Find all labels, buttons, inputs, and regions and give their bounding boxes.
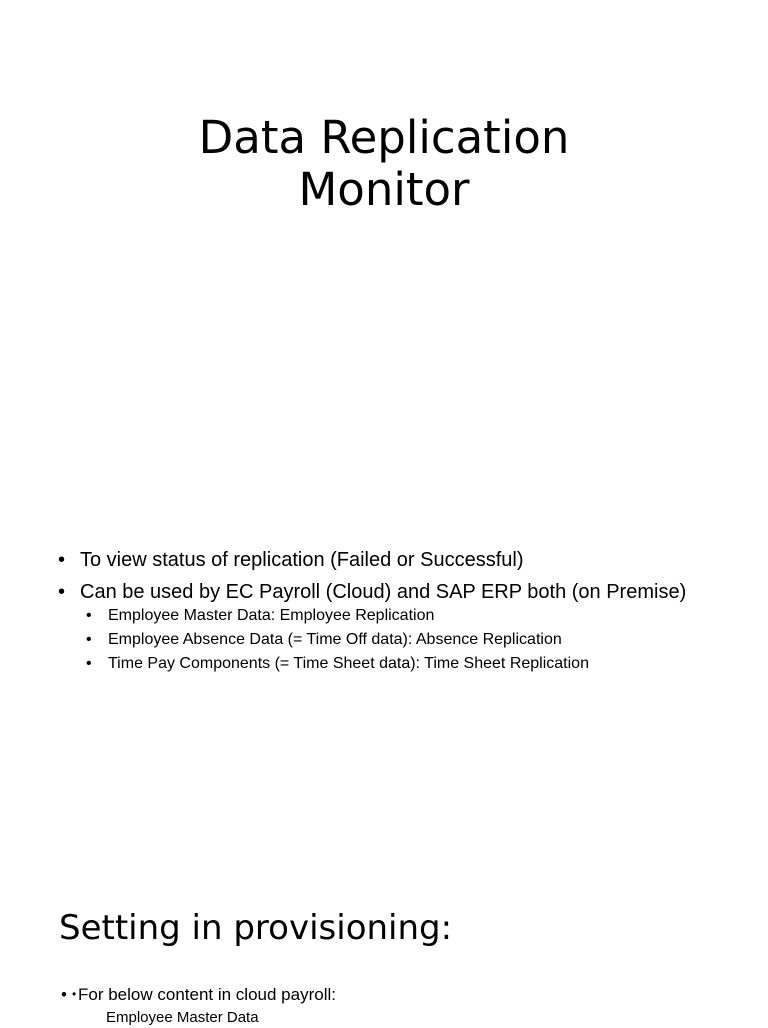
bullet-text: To view status of replication (Failed or Successful) <box>80 549 524 571</box>
sub-list-item <box>80 654 756 674</box>
sub-bullet-text: Employee Master Data <box>106 1009 259 1026</box>
bullet-text: Can be used by EC Payroll (Cloud) and SAP ERP both (on Premise) <box>80 581 687 603</box>
bullet-text: For below content in cloud payroll: <box>78 985 336 1004</box>
list-item <box>56 548 756 572</box>
list-item <box>60 984 760 1028</box>
bullet-list <box>56 548 756 682</box>
sub-list-item <box>78 1008 760 1028</box>
sub-bullet-text: Employee Master Data: Employee Replication <box>108 607 435 624</box>
sub-bullet-list <box>78 1008 760 1028</box>
slide-title <box>0 112 768 216</box>
list-item <box>56 580 756 674</box>
sub-list-item <box>80 606 756 626</box>
sub-bullet-list <box>80 606 756 674</box>
slide-title-line-1: Data Replication <box>198 111 570 164</box>
bullet-list-2 <box>60 984 760 1028</box>
section-title: Setting in provisioning: <box>59 908 453 948</box>
slide-title-line-2: Monitor <box>298 163 470 216</box>
sub-bullet-text: Time Pay Components (= Time Sheet data): Time Sheet Replication <box>108 655 589 672</box>
sub-list-item <box>80 630 756 650</box>
sub-bullet-text: Employee Absence Data (= Time Off data): Absence Replication <box>108 631 562 648</box>
